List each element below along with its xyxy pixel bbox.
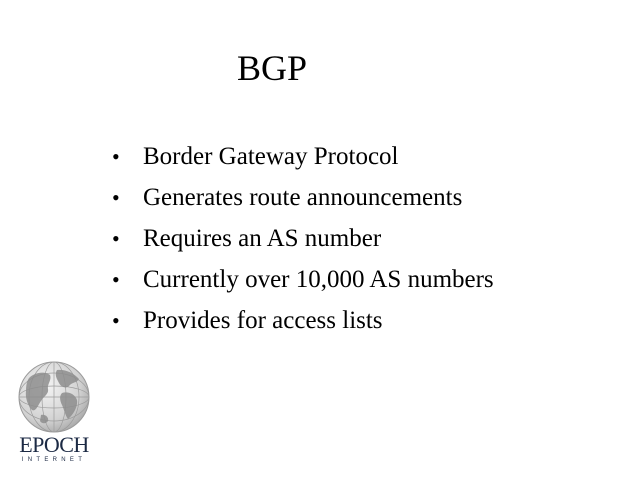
logo-subtitle: INTERNET bbox=[21, 457, 87, 463]
bullet-item bbox=[112, 218, 494, 259]
epoch-internet-logo bbox=[17, 360, 91, 466]
bullet-item bbox=[112, 259, 494, 300]
bullet-text: Provides for access lists bbox=[143, 307, 383, 334]
bullet-glyph: • bbox=[112, 144, 120, 169]
bullet-glyph: • bbox=[112, 185, 120, 210]
bullet-text: Border Gateway Protocol bbox=[143, 143, 399, 170]
bullet-glyph: • bbox=[112, 267, 120, 292]
bullet-text: Requires an AS number bbox=[143, 225, 382, 252]
slide-title: BGP bbox=[236, 48, 308, 88]
bullet-list bbox=[112, 136, 494, 341]
bullet-item bbox=[112, 136, 494, 177]
bullet-item bbox=[112, 300, 494, 341]
bullet-text: Currently over 10,000 AS numbers bbox=[143, 266, 494, 293]
bullet-item bbox=[112, 177, 494, 218]
bullet-glyph: • bbox=[112, 308, 120, 333]
globe-icon bbox=[17, 360, 91, 434]
logo-wordmark: EPOCH bbox=[19, 432, 89, 457]
bullet-text: Generates route announcements bbox=[143, 184, 463, 211]
bullet-glyph: • bbox=[112, 226, 120, 251]
